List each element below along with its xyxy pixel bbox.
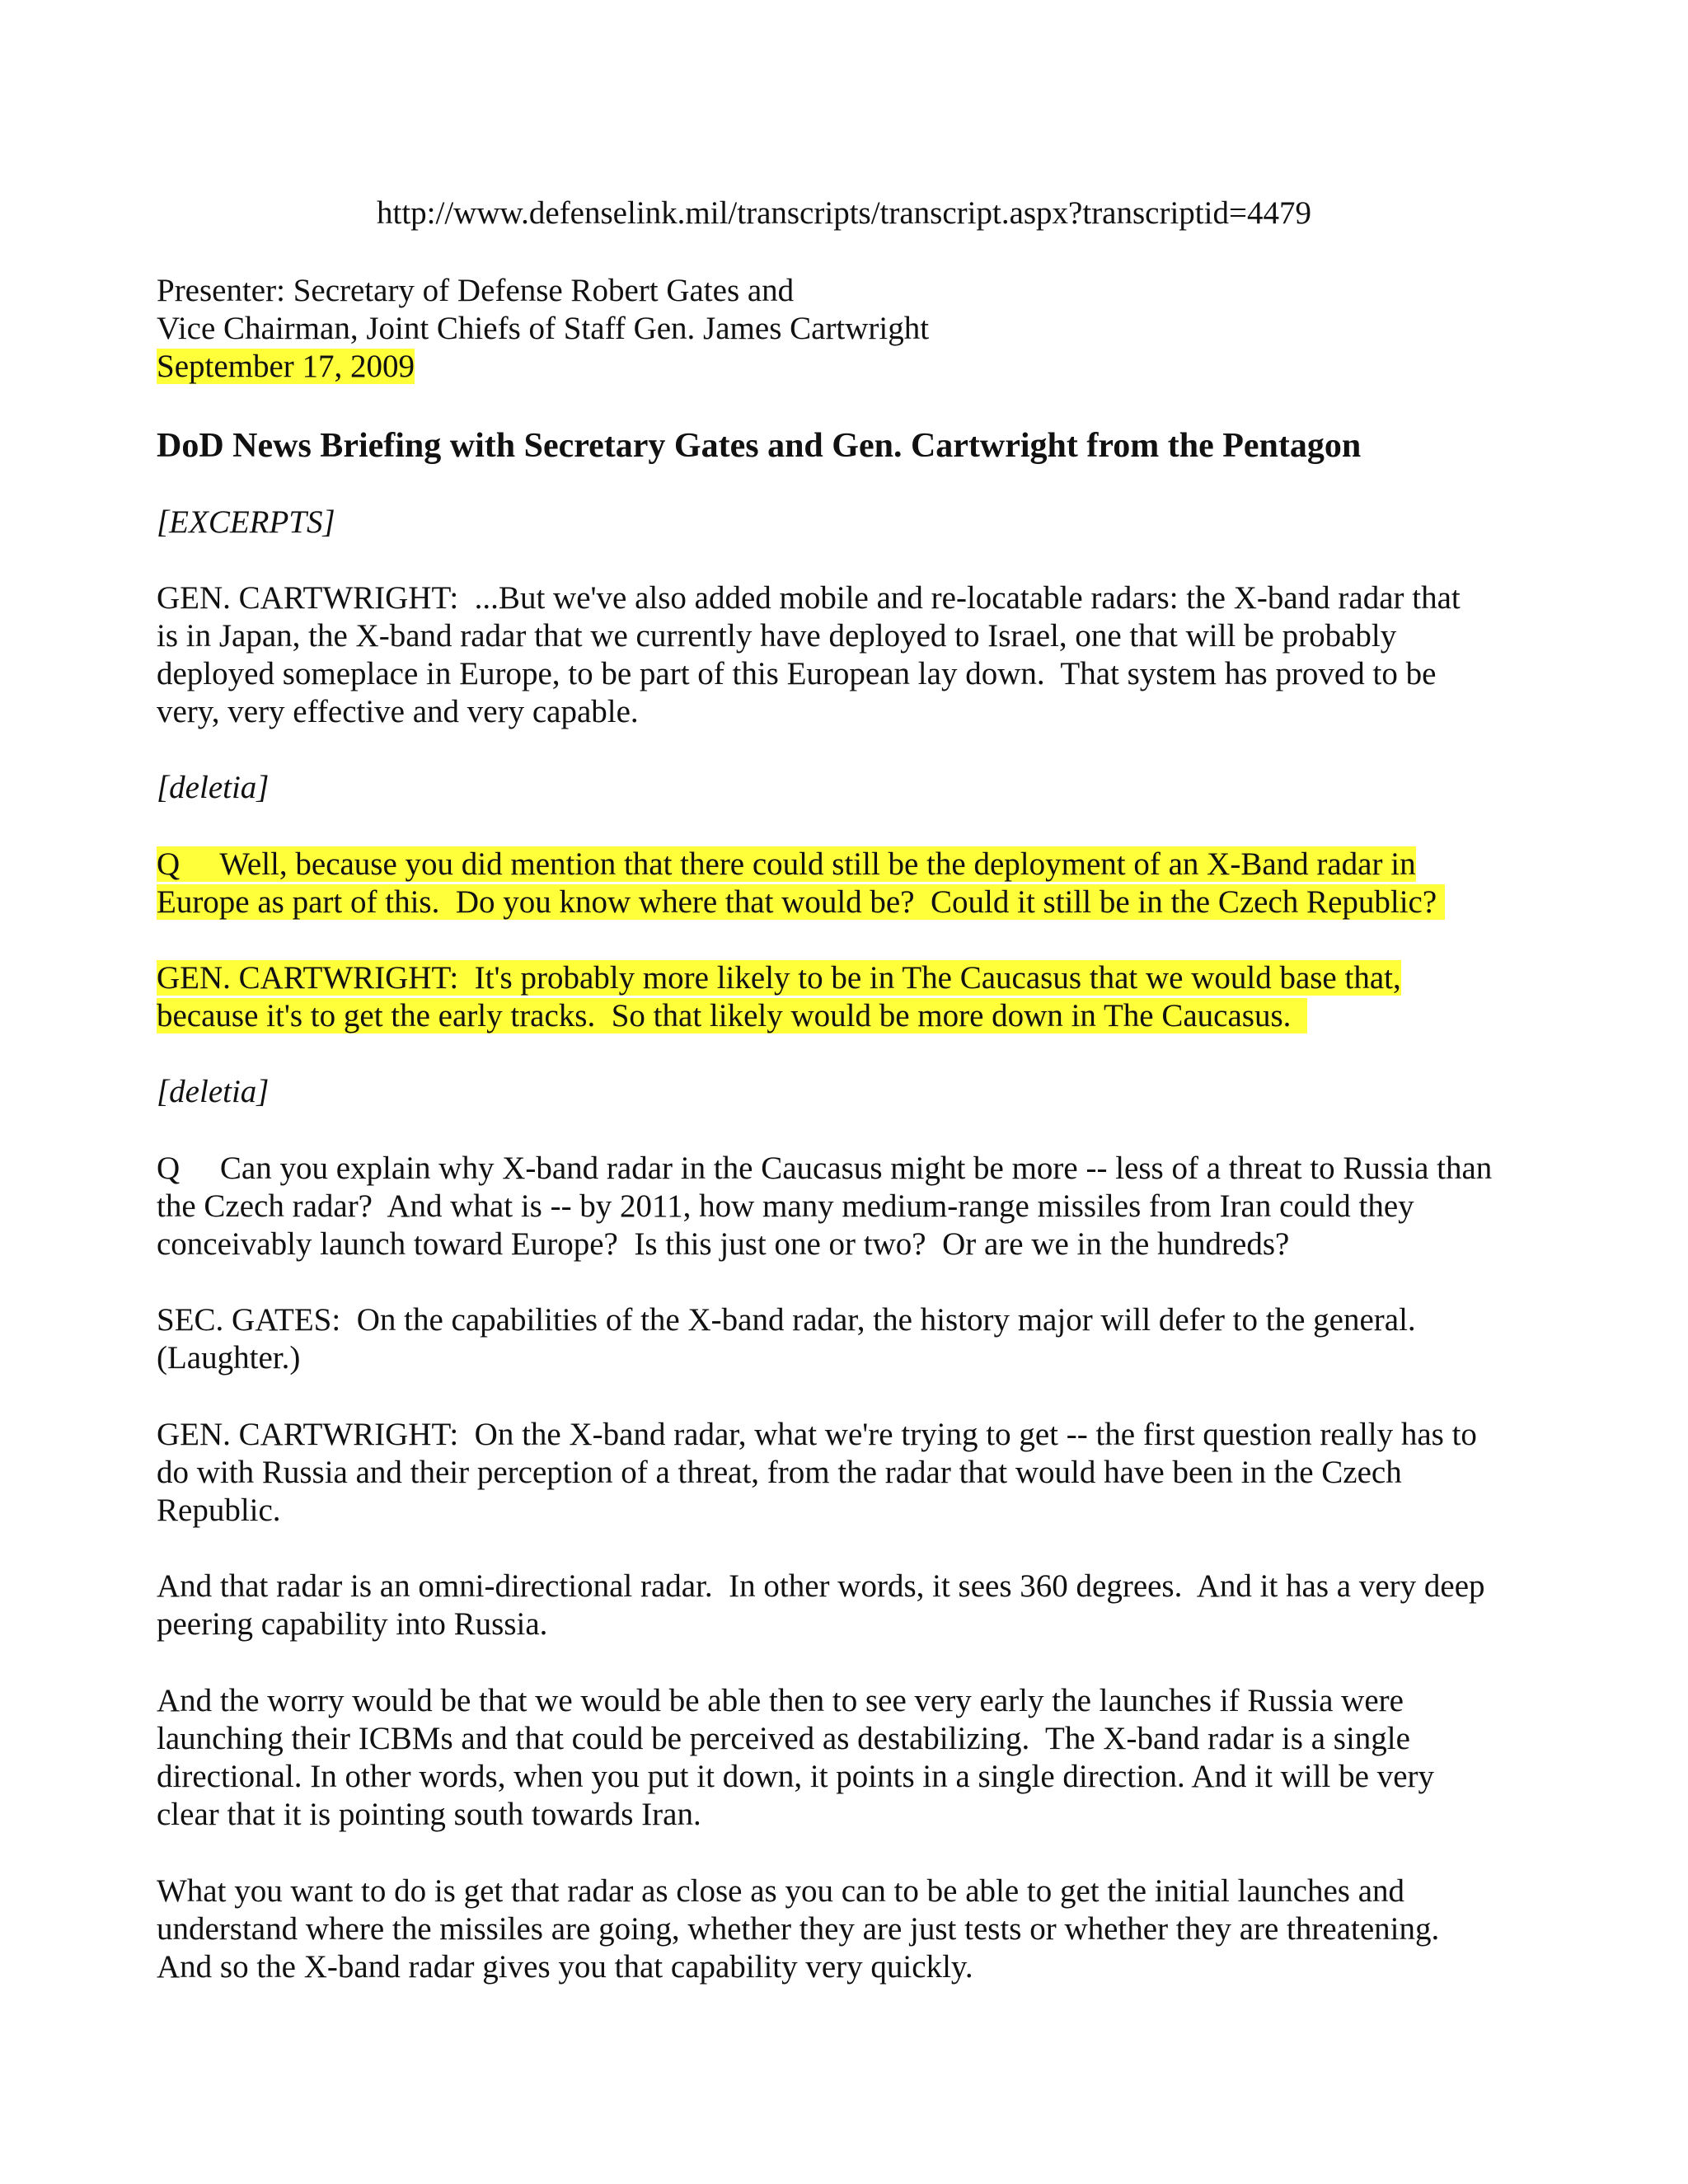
highlight: Europe as part of this. Do you know where that would be? Could it still be in the Czech Republic?: [157, 884, 1445, 920]
source-url: http://www.defenselink.mil/transcripts/transcript.aspx?transcriptid=4479: [377, 195, 1311, 231]
deletia-label: [deletia]: [157, 1074, 270, 1109]
document-title: DoD News Briefing with Secretary Gates and Gen. Cartwright from the Pentagon: [157, 427, 1362, 465]
paragraph-line: peering capability into Russia.: [157, 1606, 548, 1642]
highlight: GEN. CARTWRIGHT: It's probably more likely to be in The Caucasus that we would base that,: [157, 960, 1401, 996]
paragraph-line: (Laughter.): [157, 1340, 301, 1376]
paragraph-line: GEN. CARTWRIGHT: On the X-band radar, what we're trying to get -- the first question really has to: [157, 1417, 1477, 1452]
paragraph-line: And the worry would be that we would be able then to see very early the launches if Russia were: [157, 1683, 1404, 1718]
paragraph-line: very, very effective and very capable.: [157, 694, 639, 729]
paragraph-line: conceivably launch toward Europe? Is this just one or two? Or are we in the hundreds?: [157, 1226, 1290, 1262]
paragraph-line: clear that it is pointing south towards Iran.: [157, 1797, 701, 1832]
paragraph-line: launching their ICBMs and that could be perceived as destabilizing. The X-band radar is a single: [157, 1721, 1410, 1756]
highlight: Q Well, because you did mention that there could still be the deployment of an X-Band radar in: [157, 846, 1416, 882]
paragraph-line: GEN. CARTWRIGHT: ...But we've also added mobile and re-locatable radars: the X-band radar that: [157, 580, 1461, 616]
paragraph-line: And so the X-band radar gives you that capability very quickly.: [157, 1949, 973, 1985]
paragraph-line: SEC. GATES: On the capabilities of the X-band radar, the history major will defer to the general.: [157, 1302, 1416, 1338]
paragraph-line: Republic.: [157, 1493, 281, 1528]
deletia-label: [deletia]: [157, 770, 270, 805]
presenter-line-1: Presenter: Secretary of Defense Robert Gates and: [157, 273, 795, 308]
paragraph-line: And that radar is an omni-directional radar. In other words, it sees 360 degrees. And it has a very deep: [157, 1568, 1485, 1604]
highlighted-answer-line: [157, 997, 1558, 1035]
briefing-date: [157, 348, 1558, 386]
paragraph-line: the Czech radar? And what is -- by 2011, how many medium-range missiles from Iran could they: [157, 1188, 1414, 1224]
highlighted-answer-line: [157, 959, 1558, 997]
highlighted-question-line: [157, 883, 1558, 921]
excerpts-label: [EXCERPTS]: [157, 504, 335, 540]
paragraph-line: do with Russia and their perception of a threat, from the radar that would have been in the Czech: [157, 1455, 1402, 1490]
paragraph-line: What you want to do is get that radar as close as you can to be able to get the initial launches and: [157, 1873, 1405, 1909]
presenter-line-2: Vice Chairman, Joint Chiefs of Staff Gen. James Cartwright: [157, 311, 930, 346]
paragraph-line: Q Can you explain why X-band radar in the Caucasus might be more -- less of a threat to Russia than: [157, 1151, 1493, 1186]
paragraph-line: understand where the missiles are going, whether they are just tests or whether they are threatening.: [157, 1911, 1440, 1947]
highlight: because it's to get the early tracks. So that likely would be more down in The Caucasus.: [157, 998, 1307, 1033]
briefing-date-highlight: September 17, 2009: [157, 349, 415, 384]
paragraph-line: deployed someplace in Europe, to be part of this European lay down. That system has proved to be: [157, 656, 1437, 691]
paragraph-line: is in Japan, the X-band radar that we currently have deployed to Israel, one that will be probably: [157, 618, 1397, 654]
highlighted-question-line: [157, 846, 1558, 883]
paragraph-line: directional. In other words, when you put it down, it points in a single direction. And it will be very: [157, 1759, 1435, 1794]
